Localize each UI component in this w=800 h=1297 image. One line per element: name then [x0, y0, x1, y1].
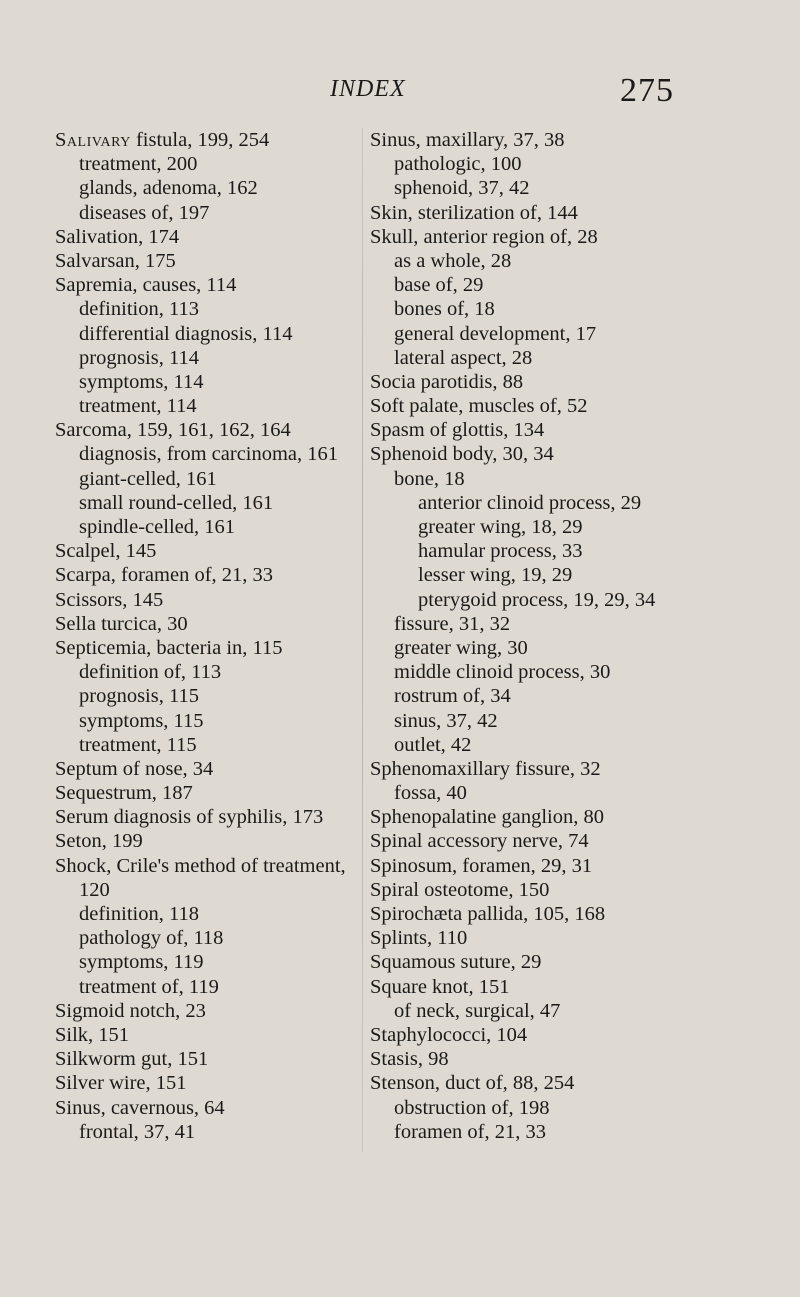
index-entry: [55, 442, 375, 466]
index-entry: [55, 249, 375, 273]
index-entry-text: lateral aspect, 28: [394, 346, 533, 369]
index-entry: [370, 999, 770, 1023]
index-entry-text: Sphenoid body, 30, 34: [370, 443, 554, 466]
index-entry: [55, 346, 375, 370]
index-entry: [370, 588, 770, 612]
index-entry-text: obstruction of, 198: [394, 1096, 550, 1119]
index-entry-text: lesser wing, 19, 29: [418, 564, 573, 587]
index-entry: [55, 201, 375, 225]
index-entry-text: Silk, 151: [55, 1023, 130, 1046]
index-entry: [370, 322, 770, 346]
index-entry: [370, 757, 770, 781]
index-entry-text: Sigmoid notch, 23: [55, 999, 206, 1022]
index-entry-text: Stenson, duct of, 88, 254: [370, 1072, 575, 1095]
index-entry: [55, 878, 375, 902]
index-entry-text: Spirochæta pallida, 105, 168: [370, 903, 606, 925]
index-entry-text: Sella turcica, 30: [55, 612, 188, 635]
index-entry-text: differential diagnosis, 114: [79, 322, 293, 345]
index-entry: [55, 563, 375, 587]
index-entry: [370, 950, 770, 974]
index-entry-text: Silver wire, 151: [55, 1072, 187, 1095]
index-entry-text: treatment, 114: [79, 395, 197, 418]
index-entry: [55, 805, 375, 829]
index-entry: [55, 128, 375, 152]
index-entry-text: fistula, 199, 254: [130, 129, 270, 151]
index-entry: [370, 1096, 770, 1120]
index-entry-text: Stasis, 98: [370, 1048, 449, 1071]
index-entry: [370, 563, 770, 587]
index-entry: [55, 757, 375, 781]
index-entry: [55, 225, 375, 249]
index-entry: [370, 612, 770, 636]
index-entry: [55, 1071, 375, 1095]
index-entry: [370, 297, 770, 321]
index-entry-text: bones of, 18: [394, 298, 495, 321]
index-entry-text: pterygoid process, 19, 29, 34: [418, 588, 656, 611]
index-entry: [370, 709, 770, 733]
index-entry: [370, 733, 770, 757]
index-entry: [370, 176, 770, 200]
index-entry: [370, 539, 770, 563]
index-entry: [370, 829, 770, 853]
index-entry-text: greater wing, 18, 29: [418, 516, 583, 538]
index-entry: [370, 467, 770, 491]
index-entry-text: definition, 118: [79, 903, 199, 925]
index-entry-text: Silkworm gut, 151: [55, 1048, 209, 1071]
index-entry: [55, 1047, 375, 1071]
index-entry-text: Scalpel, 145: [55, 540, 157, 563]
index-entry-text: Salivation, 174: [55, 225, 180, 248]
index-entry-text: Square knot, 151: [370, 975, 510, 998]
index-entry: [370, 491, 770, 515]
index-entry-text: Sinus, maxillary, 37, 38: [370, 129, 565, 151]
index-entry: [55, 733, 375, 757]
index-entry: [370, 1023, 770, 1047]
index-entry-text: pathologic, 100: [394, 153, 522, 176]
index-entry: [55, 829, 375, 853]
index-column-left: [55, 128, 375, 1144]
index-entry-text: rostrum of, 34: [394, 685, 511, 708]
index-entry-text: Scissors, 145: [55, 588, 164, 611]
index-entry-text: foramen of, 21, 33: [394, 1120, 546, 1143]
running-title: INDEX: [330, 76, 406, 102]
index-entry-text: small round-celled, 161: [79, 491, 274, 514]
index-entry: [370, 805, 770, 829]
index-entry-text: middle clinoid process, 30: [394, 661, 611, 684]
index-entry: [370, 370, 770, 394]
index-entry: [55, 1096, 375, 1120]
index-entry-text: Sphenomaxillary fissure, 32: [370, 757, 601, 780]
index-entry-text: Spinosum, foramen, 29, 31: [370, 854, 593, 877]
index-entry-text: pathology of, 118: [79, 927, 224, 950]
index-entry: [370, 975, 770, 999]
index-entry: [370, 201, 770, 225]
index-entry: [55, 176, 375, 200]
index-entry: [370, 418, 770, 442]
index-entry-text: Sequestrum, 187: [55, 782, 193, 805]
index-entry: [370, 660, 770, 684]
index-entry: [370, 1120, 770, 1144]
index-entry-text: definition of, 113: [79, 661, 222, 684]
page-number: 275: [620, 72, 674, 109]
index-entry-text: anterior clinoid process, 29: [418, 491, 642, 514]
index-entry-text: hamular process, 33: [418, 540, 583, 563]
index-entry: [370, 636, 770, 660]
index-entry-text: of neck, surgical, 47: [394, 999, 561, 1022]
index-entry-text: diagnosis, from carcinoma, 161: [79, 443, 339, 466]
index-entry: [370, 152, 770, 176]
index-entry-text: spindle-celled, 161: [79, 516, 235, 538]
index-entry: [55, 854, 375, 878]
index-entry-text: sphenoid, 37, 42: [394, 177, 530, 200]
index-entry: [55, 612, 375, 636]
index-entry: [370, 902, 770, 926]
index-entry-text: 120: [79, 878, 110, 901]
index-entry: [370, 1071, 770, 1095]
index-entry-text: fissure, 31, 32: [394, 612, 511, 635]
index-entry-text: Staphylococci, 104: [370, 1023, 528, 1046]
index-entry-text: Septicemia, bacteria in, 115: [55, 636, 283, 659]
index-entry: [55, 297, 375, 321]
index-entry-text: Skin, sterilization of, 144: [370, 201, 578, 224]
index-entry: [370, 515, 770, 539]
index-entry-text: giant-celled, 161: [79, 467, 217, 490]
index-entry: [55, 515, 375, 539]
index-entry: [55, 491, 375, 515]
index-entry-text: prognosis, 115: [79, 685, 199, 708]
index-entry: [55, 684, 375, 708]
column-divider: [362, 128, 363, 1152]
index-entry-text: general development, 17: [394, 322, 597, 345]
index-entry-text: Skull, anterior region of, 28: [370, 225, 598, 248]
index-entry: [55, 418, 375, 442]
index-entry-text: frontal, 37, 41: [79, 1120, 196, 1143]
index-entry-text: glands, adenoma, 162: [79, 177, 258, 200]
index-entry: [55, 975, 375, 999]
index-entry-text: Sapremia, causes, 114: [55, 274, 237, 297]
index-entry: [55, 709, 375, 733]
index-entry: [55, 322, 375, 346]
index-entry: [55, 370, 375, 394]
index-entry-text: prognosis, 114: [79, 346, 199, 369]
index-entry: [370, 394, 770, 418]
index-entry-text: Shock, Crile's method of treatment,: [55, 854, 346, 877]
index-entry-text: symptoms, 119: [79, 951, 204, 974]
index-entry-text: Sphenopalatine ganglion, 80: [370, 806, 604, 829]
index-entry-text: diseases of, 197: [79, 201, 210, 224]
index-entry: [370, 346, 770, 370]
index-entry: [370, 249, 770, 273]
index-entry-text: base of, 29: [394, 274, 484, 297]
index-entry-text: Sinus, cavernous, 64: [55, 1096, 225, 1119]
index-entry: [55, 781, 375, 805]
index-entry-text: sinus, 37, 42: [394, 709, 498, 732]
index-entry: [55, 539, 375, 563]
index-entry-text: fossa, 40: [394, 782, 467, 805]
index-entry: [55, 1023, 375, 1047]
index-entry-text: Socia parotidis, 88: [370, 370, 524, 393]
index-entry: [55, 999, 375, 1023]
index-entry-text: symptoms, 115: [79, 709, 204, 732]
index-entry-text: treatment, 200: [79, 153, 198, 176]
index-entry: [55, 394, 375, 418]
index-entry-text: Scarpa, foramen of, 21, 33: [55, 564, 274, 587]
index-entry-text: Septum of nose, 34: [55, 757, 214, 780]
index-entry-text: Spasm of glottis, 134: [370, 419, 545, 442]
index-entry-text: Sarcoma, 159, 161, 162, 164: [55, 419, 291, 442]
index-entry: [370, 684, 770, 708]
index-entry-text: treatment, 115: [79, 733, 197, 756]
index-entry: [370, 273, 770, 297]
index-entry-text: bone, 18: [394, 467, 465, 490]
index-entry: [370, 225, 770, 249]
index-entry: [55, 636, 375, 660]
running-head: [0, 72, 800, 116]
index-entry: [55, 660, 375, 684]
index-entry-lead: Salivary: [55, 129, 131, 151]
index-entry-text: Spinal accessory nerve, 74: [370, 830, 589, 853]
index-entry: [55, 152, 375, 176]
index-entry: [55, 273, 375, 297]
index-entry: [370, 878, 770, 902]
index-entry-text: definition, 113: [79, 298, 199, 321]
index-entry-text: greater wing, 30: [394, 636, 528, 659]
index-entry-text: Spiral osteotome, 150: [370, 878, 550, 901]
index-entry: [370, 128, 770, 152]
index-entry: [370, 1047, 770, 1071]
index-entry-text: Squamous suture, 29: [370, 951, 542, 974]
index-entry: [55, 902, 375, 926]
index-entry: [55, 950, 375, 974]
index-entry: [55, 588, 375, 612]
index-entry-text: Seton, 199: [55, 830, 143, 853]
index-entry-text: treatment of, 119: [79, 975, 219, 998]
index-entry-text: Serum diagnosis of syphilis, 173: [55, 806, 324, 829]
index-entry-text: Splints, 110: [370, 927, 468, 950]
index-entry: [370, 781, 770, 805]
index-entry: [55, 926, 375, 950]
index-entry-text: outlet, 42: [394, 733, 472, 756]
index-entry: [370, 854, 770, 878]
index-entry: [370, 926, 770, 950]
index-entry: [55, 467, 375, 491]
index-entry-text: Soft palate, muscles of, 52: [370, 395, 588, 418]
index-entry-text: symptoms, 114: [79, 370, 204, 393]
index-entry-text: as a whole, 28: [394, 249, 512, 272]
index-entry: [370, 442, 770, 466]
index-entry-text: Salvarsan, 175: [55, 249, 176, 272]
index-column-right: [370, 128, 770, 1144]
index-entry: [55, 1120, 375, 1144]
